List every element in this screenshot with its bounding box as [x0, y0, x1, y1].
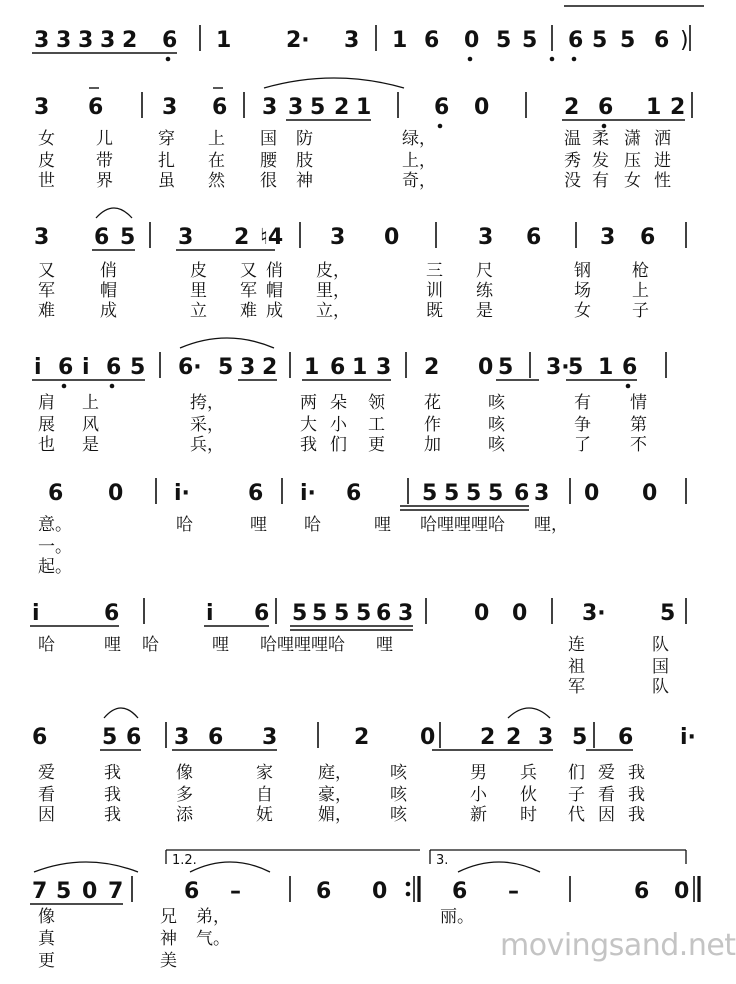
note: 3	[534, 481, 550, 506]
note: 5	[568, 355, 584, 380]
lyric: 也	[38, 435, 55, 455]
lyric: 洒	[654, 129, 671, 149]
lyric: 立，	[316, 301, 350, 321]
lyric: 哩	[250, 515, 267, 535]
lyric: 国	[260, 129, 277, 149]
lyric: 家	[256, 763, 273, 783]
note: 6	[254, 601, 270, 626]
lyric: 兵，	[190, 435, 224, 455]
note: 5	[592, 28, 608, 53]
lyric: 场	[574, 281, 591, 301]
note: 5	[356, 601, 372, 626]
lyric: 花	[424, 393, 441, 413]
lyric: 像	[38, 907, 55, 927]
lyric: 哈	[38, 635, 55, 655]
note: 6	[316, 879, 332, 904]
lyric: 情	[630, 393, 647, 413]
note: 2·	[286, 28, 310, 53]
lyric: 看	[598, 785, 615, 805]
slur	[190, 862, 270, 872]
note: 0	[674, 879, 690, 904]
note: 3	[262, 725, 278, 750]
lyric: 防	[296, 129, 313, 149]
note: 3	[288, 95, 304, 120]
lyric: 媚，	[318, 805, 352, 825]
lyric: 起。	[38, 557, 72, 577]
slur	[96, 208, 132, 218]
note: 5	[488, 481, 504, 506]
note: 6	[104, 601, 120, 626]
lyric: 妩	[256, 805, 273, 825]
lyric: 两	[300, 393, 317, 413]
note: 6	[424, 28, 440, 53]
lyric: 立	[190, 301, 207, 321]
lyric: 咳	[488, 393, 505, 413]
note: 6	[654, 28, 670, 53]
lyric: 上	[208, 129, 225, 149]
lyric: 皮，	[316, 261, 350, 281]
note: 3	[34, 28, 50, 53]
lyric: 豪，	[318, 785, 352, 805]
note: 6	[376, 601, 392, 626]
low-octave-dot	[468, 57, 473, 62]
note: 3	[600, 225, 616, 250]
note: 3	[174, 725, 190, 750]
note: 5	[572, 725, 588, 750]
lyric: 没	[564, 171, 581, 191]
note: 6	[618, 725, 634, 750]
note: 6	[88, 95, 104, 120]
lyric: 意。	[38, 515, 72, 535]
lyric: 哩	[374, 515, 391, 535]
note: 6	[184, 879, 200, 904]
slur	[180, 338, 274, 348]
lyric: 工	[368, 415, 385, 435]
lyric: 虽	[158, 171, 175, 191]
lyric: 连	[568, 635, 585, 655]
note: 0	[474, 601, 490, 626]
note: 6	[212, 95, 228, 120]
lyric: 新	[470, 805, 487, 825]
lyric: 上	[82, 393, 99, 413]
lyric: 子	[632, 301, 649, 321]
note: i	[206, 601, 214, 626]
lyric: 更	[38, 951, 55, 971]
slur	[264, 78, 404, 88]
note: 2	[564, 95, 580, 120]
lyric: 们	[330, 435, 347, 455]
lyric: 帽	[266, 281, 283, 301]
note: 5	[334, 601, 350, 626]
note: 0	[584, 481, 600, 506]
lyric: 哩	[376, 635, 393, 655]
slur	[458, 862, 540, 872]
note: 2	[480, 725, 496, 750]
slur	[104, 708, 138, 718]
lyric: 了	[574, 435, 591, 455]
lyric: 咳	[390, 785, 407, 805]
note: 2	[262, 355, 278, 380]
lyric: 进	[654, 151, 671, 171]
note: 5	[422, 481, 438, 506]
lyric: 皮	[38, 151, 55, 171]
lyric: 军	[568, 677, 585, 697]
note: 6	[208, 725, 224, 750]
lyric: 我	[104, 805, 121, 825]
lyric: 伙	[520, 785, 537, 805]
lyric: 哩	[104, 635, 121, 655]
note: 2	[234, 225, 250, 250]
lyric: 我	[628, 805, 645, 825]
note: 3	[330, 225, 346, 250]
lyric: 因	[38, 805, 55, 825]
low-octave-dot	[166, 57, 171, 62]
note: 3	[34, 95, 50, 120]
repeat-dot	[406, 892, 411, 897]
volta-second-label: 3.	[436, 853, 449, 868]
note: 5	[466, 481, 482, 506]
note: 0	[384, 225, 400, 250]
note: 6	[640, 225, 656, 250]
lyric: 咳	[390, 805, 407, 825]
note: 1	[598, 355, 614, 380]
note: 6	[248, 481, 264, 506]
low-octave-dot	[626, 384, 631, 389]
lyric: 压	[624, 151, 641, 171]
lyric: 女	[574, 301, 591, 321]
lyric: 队	[652, 635, 669, 655]
note: 3	[376, 355, 392, 380]
lyric: 第	[630, 415, 647, 435]
lyric: 成	[266, 301, 283, 321]
lyric: 儿	[96, 129, 113, 149]
note: 3	[538, 725, 554, 750]
lyric: 军	[240, 281, 257, 301]
lyric: 肢	[296, 151, 313, 171]
volta-first-label: 1.2.	[172, 853, 197, 868]
lyric: 难	[38, 301, 55, 321]
lyric: 女	[624, 171, 641, 191]
note: 6	[346, 481, 362, 506]
note: 6	[48, 481, 64, 506]
note: 3	[78, 28, 94, 53]
lyric: 训	[426, 281, 443, 301]
repeat-dot	[406, 882, 411, 887]
lyric: 大	[300, 415, 317, 435]
bracket: )	[680, 28, 689, 53]
note: 6	[622, 355, 638, 380]
lyric: 界	[96, 171, 113, 191]
lyric: 俏	[266, 261, 283, 281]
note: 7	[32, 879, 48, 904]
lyric: 风	[82, 415, 99, 435]
note: 3·	[582, 601, 606, 626]
lyric: 上，	[402, 151, 436, 171]
lyric: 哈	[176, 515, 193, 535]
lyric: 枪	[632, 261, 649, 281]
note: 0	[464, 28, 480, 53]
lyric: 我	[300, 435, 317, 455]
lyric: 真	[38, 929, 55, 949]
note: 3·	[546, 355, 570, 380]
lyric: 俏	[100, 261, 117, 281]
lyric: 国	[652, 657, 669, 677]
note: 3	[178, 225, 194, 250]
lyric: 发	[592, 151, 609, 171]
lyric: 在	[208, 151, 225, 171]
lyric: 性	[654, 171, 671, 191]
note: 6	[126, 725, 142, 750]
lyric: 哈	[142, 635, 159, 655]
lyric: 展	[38, 415, 55, 435]
note: 0	[108, 481, 124, 506]
note: 2	[122, 28, 138, 53]
lyric: 皮	[190, 261, 207, 281]
note: 1	[392, 28, 408, 53]
note: 0	[512, 601, 528, 626]
lyric: 军	[38, 281, 55, 301]
note: 3	[56, 28, 72, 53]
note: 0	[82, 879, 98, 904]
note: 5	[496, 28, 512, 53]
lyric: 哈	[304, 515, 321, 535]
lyric: 又	[240, 261, 257, 281]
lyric: 然	[208, 171, 225, 191]
lyric: 美	[160, 951, 177, 971]
lyric: 扎	[158, 151, 175, 171]
lyric: 爱	[38, 763, 55, 783]
lyric: 因	[598, 805, 615, 825]
note: 6	[526, 225, 542, 250]
lyric: 三	[426, 261, 443, 281]
lyric: 神	[296, 171, 313, 191]
low-octave-dot	[550, 57, 555, 62]
note: 0	[478, 355, 494, 380]
lyric: 成	[100, 301, 117, 321]
note: i	[82, 355, 90, 380]
lyric: 穿	[158, 129, 175, 149]
lyric: 带	[96, 151, 113, 171]
lyric: 哩	[212, 635, 229, 655]
lyric: 庭，	[318, 763, 352, 783]
lyric: 添	[176, 805, 193, 825]
lyric: 加	[424, 435, 441, 455]
lyric: 祖	[568, 657, 585, 677]
note: i	[34, 355, 42, 380]
lyric: 弟，	[196, 907, 230, 927]
note: 2	[424, 355, 440, 380]
lyric: 又	[38, 261, 55, 281]
lyric: 既	[426, 301, 443, 321]
lyric: 肩	[38, 393, 55, 413]
note: 3	[262, 95, 278, 120]
watermark: movingsand.net	[500, 928, 736, 963]
lyric: 气。	[196, 929, 230, 949]
note: –	[230, 879, 241, 904]
note: 7	[108, 879, 124, 904]
slur	[34, 862, 138, 872]
note: 5	[120, 225, 136, 250]
note: 5	[292, 601, 308, 626]
note: 6	[330, 355, 346, 380]
lyric: 自	[256, 785, 273, 805]
note: 6	[568, 28, 584, 53]
note: 6	[452, 879, 468, 904]
lyric: 我	[628, 763, 645, 783]
lyric: 作	[424, 415, 441, 435]
lyric: 咳	[488, 415, 505, 435]
note: 1	[646, 95, 662, 120]
low-octave-dot	[438, 124, 443, 129]
note: 0	[372, 879, 388, 904]
lyric: 我	[628, 785, 645, 805]
lyric: 小	[330, 415, 347, 435]
note: 3	[344, 28, 360, 53]
lyric: 哩，	[534, 515, 568, 535]
lyric: 不	[630, 435, 647, 455]
lyric: 很	[260, 171, 277, 191]
note: i	[32, 601, 40, 626]
note: 2	[506, 725, 522, 750]
note: i·	[680, 725, 696, 750]
lyric: 里	[190, 281, 207, 301]
lyric: 哈哩哩哩哈	[260, 635, 345, 655]
low-octave-dot	[572, 57, 577, 62]
note: –	[508, 879, 519, 904]
lyric: 我	[104, 763, 121, 783]
note: 6	[58, 355, 74, 380]
note: 1	[304, 355, 320, 380]
lyric: 挎，	[190, 393, 224, 413]
lyric: 丽。	[440, 907, 474, 927]
lyric: 有	[592, 171, 609, 191]
note: 1	[352, 355, 368, 380]
lyric: 像	[176, 763, 193, 783]
note: 3	[34, 225, 50, 250]
lyric: 柔	[592, 129, 609, 149]
lyric: 爱	[598, 763, 615, 783]
lyric: 子	[568, 785, 585, 805]
lyric: 多	[176, 785, 193, 805]
note: 5	[444, 481, 460, 506]
note: i·	[300, 481, 316, 506]
note: 6	[32, 725, 48, 750]
note: 1	[356, 95, 372, 120]
note: 6	[94, 225, 110, 250]
note: 2	[334, 95, 350, 120]
lyric: 代	[568, 805, 585, 825]
note: 5	[312, 601, 328, 626]
note: 3	[240, 355, 256, 380]
lyric: 小	[470, 785, 487, 805]
lyric: 上	[632, 281, 649, 301]
lyric: 朵	[330, 393, 347, 413]
lyric: 神	[160, 929, 177, 949]
lyric: 哈哩哩哩哈	[420, 515, 505, 535]
note: ♮4	[260, 225, 284, 250]
lyric: 秀	[564, 151, 581, 171]
note: 2	[670, 95, 686, 120]
note: 0	[474, 95, 490, 120]
lyric: 兵	[520, 763, 537, 783]
note: 5	[522, 28, 538, 53]
slur	[508, 708, 550, 718]
lyric: 们	[568, 763, 585, 783]
low-octave-dot	[110, 384, 115, 389]
note: 6	[634, 879, 650, 904]
lyric: 尺	[476, 261, 493, 281]
lyric: 世	[38, 171, 55, 191]
note: 5	[102, 725, 118, 750]
lyric: 更	[368, 435, 385, 455]
lyric: 看	[38, 785, 55, 805]
note: 3	[162, 95, 178, 120]
note: 5	[310, 95, 326, 120]
note: 6	[598, 95, 614, 120]
note: 6	[434, 95, 450, 120]
low-octave-dot	[62, 384, 67, 389]
lyric: 潇	[624, 129, 641, 149]
lyric: 有	[574, 393, 591, 413]
note: 3	[398, 601, 414, 626]
lyric: 咳	[488, 435, 505, 455]
note: 0	[642, 481, 658, 506]
note: 2	[354, 725, 370, 750]
lyric: 练	[476, 281, 493, 301]
note: 1	[216, 28, 232, 53]
lyric: 时	[520, 805, 537, 825]
lyric: 咳	[390, 763, 407, 783]
lyric: 一。	[38, 537, 72, 557]
lyric: 是	[476, 301, 493, 321]
low-octave-dot	[602, 124, 607, 129]
lyric: 我	[104, 785, 121, 805]
note: 0	[420, 725, 436, 750]
note: 5	[218, 355, 234, 380]
note: i·	[174, 481, 190, 506]
note: 5	[660, 601, 676, 626]
note: 6	[514, 481, 530, 506]
lyric: 队	[652, 677, 669, 697]
note: 6·	[178, 355, 202, 380]
note: 5	[56, 879, 72, 904]
lyric: 绿，	[402, 129, 436, 149]
note: 6	[162, 28, 178, 53]
note: 5	[498, 355, 514, 380]
lyric: 钢	[574, 261, 591, 281]
lyric: 是	[82, 435, 99, 455]
lyric: 奇，	[402, 171, 436, 191]
lyric: 腰	[260, 151, 277, 171]
lyric: 女	[38, 129, 55, 149]
note: 3	[100, 28, 116, 53]
lyric: 温	[564, 129, 581, 149]
note: 5	[130, 355, 146, 380]
lyric: 难	[240, 301, 257, 321]
note: 6	[106, 355, 122, 380]
lyric: 争	[574, 415, 591, 435]
note: 5	[620, 28, 636, 53]
lyric: 帽	[100, 281, 117, 301]
lyric: 采，	[190, 415, 224, 435]
lyric: 男	[470, 763, 487, 783]
lyric: 里，	[316, 281, 350, 301]
lyric: 兄	[160, 907, 177, 927]
lyric: 领	[368, 393, 385, 413]
note: 3	[478, 225, 494, 250]
